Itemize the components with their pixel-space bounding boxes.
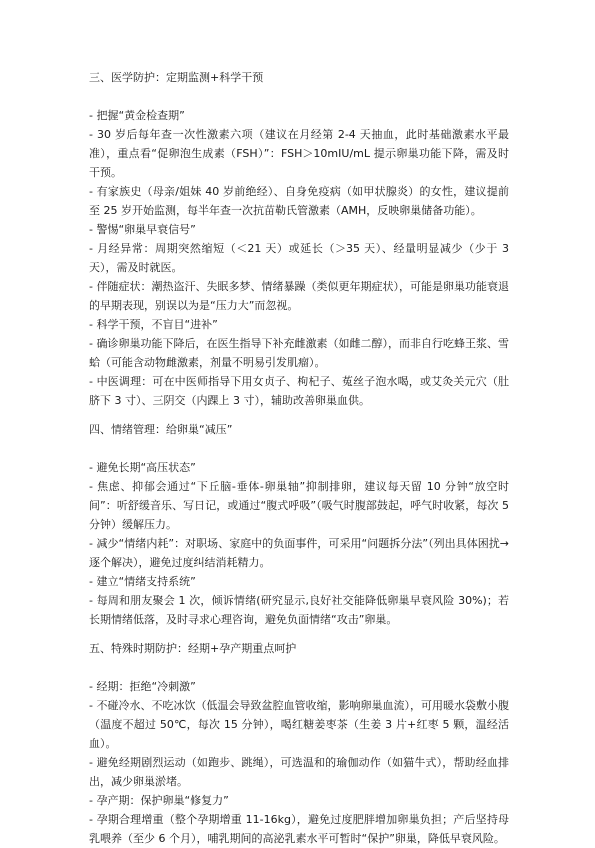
section-lines	[89, 458, 509, 629]
paragraph-line: - 把握“黄金检查期”	[89, 109, 185, 122]
paragraph-line: - 不碰冷水、不吃冰饮（低温会导致盆腔血管收缩，影响卵巢血流），可用暖水袋敷小腹（温度不超过 50℃，每次 15 分钟），喝红糖姜枣茶（生姜 3 片+红枣 5 颗，温经活血）。	[89, 699, 509, 750]
paragraph-line: - 确诊卵巢功能下降后，在医生指导下补充雌激素（如雌二醇），而非自行吃蜂王浆、雪蛤（可能含动物雌激素，剂量不明易引发肌瘤）。	[89, 337, 509, 369]
section-emotion-management	[89, 420, 509, 629]
paragraph-line: - 减少“情绪内耗”：对职场、家庭中的负面事件，可采用“问题拆分法”（列出具体困扰→逐个解决），避免过度纠结消耗精力。	[89, 537, 509, 569]
paragraph-line: - 避免经期剧烈运动（如跑步、跳绳），可选温和的瑜伽动作（如猫牛式），帮助经血排出，减少卵巢淤堵。	[89, 756, 509, 788]
paragraph-line: - 警惕“卵巢早衰信号”	[89, 223, 196, 236]
document-body	[89, 68, 509, 848]
section-medical-protection	[89, 68, 509, 410]
paragraph-line: - 有家族史（母亲/姐妹 40 岁前绝经）、自身免疫病（如甲状腺炎）的女性，建议提前至 25 岁开始监测，每半年查一次抗苗勒氏管激素（AMH，反映卵巢储备功能）。	[89, 185, 509, 217]
paragraph-line: - 科学干预，不盲目“进补”	[89, 318, 218, 331]
section-heading: 五、特殊时期防护：经期+孕产期重点呵护	[89, 642, 297, 655]
paragraph-line: - 避免长期“高压状态”	[89, 461, 196, 474]
paragraph-line: - 每周和朋友聚会 1 次，倾诉情绪(研究显示,良好社交能降低卵巢早衰风险 30%)；若长期情绪低落，及时寻求心理咨询，避免负面情绪“攻击”卵巢。	[89, 594, 509, 626]
section-lines	[89, 677, 509, 848]
paragraph-line: - 孕产期：保护卵巢“修复力”	[89, 794, 229, 807]
paragraph-line: - 30 岁后每年查一次性激素六项（建议在月经第 2-4 天抽血，此时基础激素水平最准），重点看“促卵泡生成素（FSH）”：FSH＞10mIU/mL 提示卵巢功能下降，需及时干预。	[89, 128, 509, 179]
paragraph-line: - 焦虑、抑郁会通过“下丘脑-垂体-卵巢轴”抑制排卵，建议每天留 10 分钟“放空时间”：听舒缓音乐、写日记，或通过“腹式呼吸”（吸气时腹部鼓起，呼气时收紧，每次 5 分钟）缓解压力。	[89, 480, 509, 531]
section-special-periods	[89, 639, 509, 848]
paragraph-line: - 月经异常：周期突然缩短（＜21 天）或延长（＞35 天）、经量明显减少（少于 3 天），需及时就医。	[89, 242, 509, 274]
section-heading: 三、医学防护：定期监测+科学干预	[89, 71, 264, 84]
section-heading: 四、情绪管理：给卵巢“减压”	[89, 423, 233, 436]
section-lines	[89, 106, 509, 410]
paragraph-line: - 中医调理：可在中医师指导下用女贞子、枸杞子、菟丝子泡水喝，或艾灸关元穴（肚脐下 3 寸）、三阴交（内踝上 3 寸），辅助改善卵巢血供。	[89, 375, 509, 407]
paragraph-line: - 孕期合理增重（整个孕期增重 11-16kg），避免过度肥胖增加卵巢负担；产后坚持母乳喂养（至少 6 个月），哺乳期间的高泌乳素水平可暂时“保护”卵巢，降低早衰风险。	[89, 813, 509, 845]
paragraph-line: - 建立“情绪支持系统”	[89, 575, 196, 588]
paragraph-line: - 经期：拒绝“冷刺激”	[89, 680, 196, 693]
paragraph-line: - 伴随症状：潮热盗汗、失眠多梦、情绪暴躁（类似更年期症状），可能是卵巢功能衰退的早期表现，别误以为是“压力大”而忽视。	[89, 280, 509, 312]
